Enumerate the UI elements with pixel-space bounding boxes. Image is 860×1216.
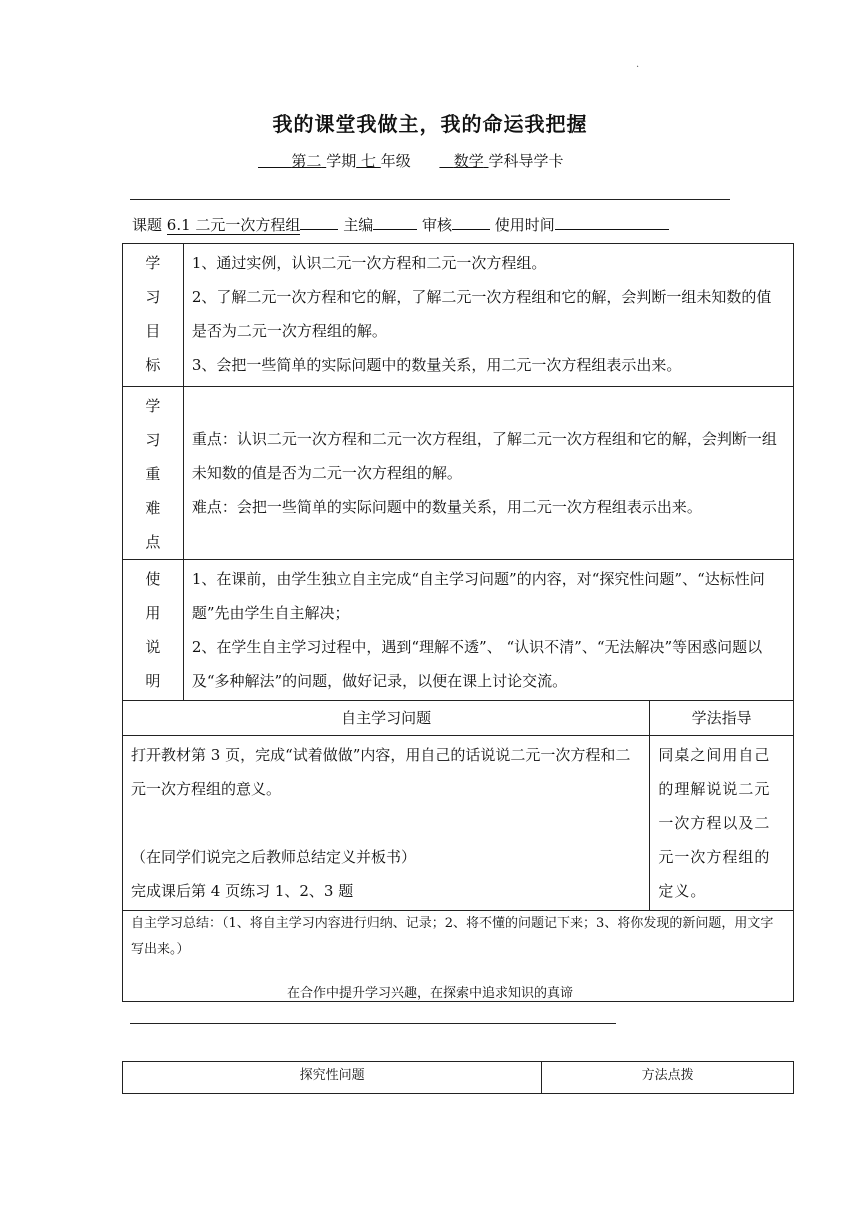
usage-line: 2、在学生自主学习过程中，遇到“理解不透”、 “认识不清”、“无法解决”等困惑问题以及“多种解法”的问题，做好记录，以便在课上讨论交流。	[191, 638, 763, 690]
difficulty-line: 难点：会把一些简单的实际问题中的数量关系，用二元一次方程组表示出来。	[191, 498, 702, 516]
usage-label: 使 用 说 明	[123, 560, 184, 701]
key-points-content	[183, 387, 793, 560]
usage-content	[183, 560, 793, 701]
inquiry-header: 探究性问题	[123, 1062, 542, 1094]
self-study-content	[123, 736, 650, 911]
motto: 在合作中提升学习兴趣，在探索中追求知识的真谛	[286, 986, 573, 1001]
inquiry-header-row	[123, 1062, 794, 1094]
study-method-header: 学法指导	[650, 701, 794, 736]
semester-label: 学期	[326, 152, 357, 170]
method-tips-header: 方法点拨	[542, 1062, 794, 1094]
study-method-content: 同桌之间用自己的理解说说二元一次方程以及二元一次方程组的定义。	[650, 736, 794, 911]
key-points-label: 学 习 重 难 点	[123, 387, 184, 560]
key-points-row	[123, 387, 794, 560]
time-blank[interactable]	[555, 215, 669, 230]
semester-value: 第二	[291, 152, 322, 170]
self-study-row	[123, 736, 794, 911]
usage-row	[123, 560, 794, 701]
reviewer-label: 审核	[422, 216, 453, 234]
grade-label: 年级	[380, 152, 411, 170]
page-title: 我的课堂我做主，我的命运我把握	[272, 112, 588, 136]
header-divider	[130, 199, 730, 200]
key-point-line: 重点：认识二元一次方程和二元一次方程组，了解二元一次方程组和它的解，会判断一组未知数的值是否为二元一次方程组的解。	[191, 430, 777, 482]
course-line	[132, 214, 669, 235]
topic-label: 课题	[132, 216, 163, 234]
editor-blank[interactable]	[373, 215, 417, 230]
subject-label: 学科导学卡	[488, 152, 564, 170]
subject-value: 数学	[453, 152, 484, 170]
objectives-label: 学 习 目 标	[123, 244, 184, 387]
self-study-header: 自主学习问题	[123, 701, 650, 736]
inquiry-table	[122, 1061, 794, 1094]
grade-value: 七	[360, 152, 376, 170]
editor-label: 主编	[343, 216, 374, 234]
objectives-content	[183, 244, 793, 387]
self-study-line: 完成课后第 4 页练习 1、2、3 题	[131, 882, 354, 900]
self-study-header-row	[123, 701, 794, 736]
topic-blank[interactable]	[300, 215, 338, 230]
objective-line: 3、会把一些简单的实际问题中的数量关系，用二元一次方程组表示出来。	[191, 356, 682, 374]
objectives-row	[123, 244, 794, 387]
study-guide-table	[122, 243, 794, 1002]
objective-line: 2、了解二元一次方程和它的解，了解二元一次方程组和它的解，会判断一组未知数的值是否为二元一次方程组的解。	[191, 288, 772, 340]
self-study-line: 打开教材第 3 页，完成“试着做做”内容，用自己的话说说二元一次方程和二元一次方程组的意义。	[131, 746, 631, 798]
topic-value: 6.1 二元一次方程组	[166, 216, 301, 234]
reviewer-blank[interactable]	[452, 215, 490, 230]
footer-divider	[130, 1023, 616, 1024]
corner-dot: ·	[636, 62, 640, 73]
self-study-summary: 自主学习总结：（1、将自主学习内容进行归纳、记录；2、将不懂的问题记下来；3、将你发现的新问题，用文字写出来。）	[123, 911, 794, 1002]
usage-line: 1、在课前，由学生独立自主完成“自主学习问题”的内容，对“探究性问题”、“达标性问题”先由学生自主解决；	[191, 570, 765, 622]
self-study-line: （在同学们说完之后教师总结定义并板书）	[131, 848, 417, 866]
objective-line: 1、通过实例，认识二元一次方程和二元一次方程组。	[191, 254, 547, 272]
subtitle-line	[258, 150, 564, 171]
time-label: 使用时间	[494, 216, 555, 234]
